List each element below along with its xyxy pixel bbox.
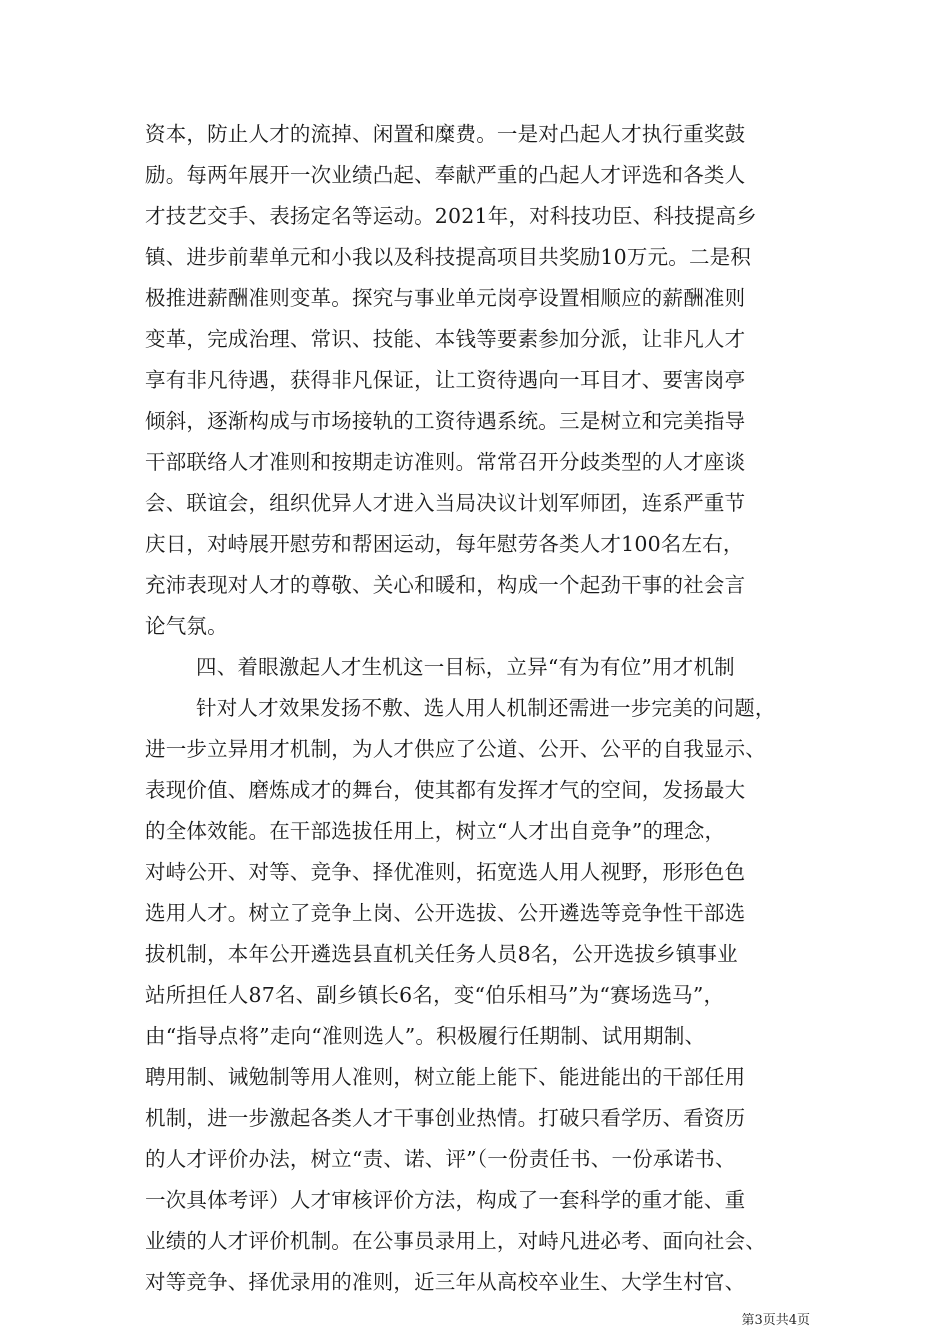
text-line: 镇、进步前辈单元和小我以及科技提高项目共奖励10万元。二是积 <box>145 245 752 269</box>
text-line: 选用人才。树立了竞争上岗、公开选拔、公开遴选等竞争性干部选 <box>145 901 746 925</box>
text-line: 表现价值、磨炼成才的舞台，使其都有发挥才气的空间，发扬最大 <box>145 778 746 802</box>
text-line: 针对人才效果发扬不敷、选人用人机制还需进一步完美的问题， <box>196 696 776 720</box>
text-line: 由“指导点将”走向“准则选人”。积极履行任期制、试用期制、 <box>145 1024 706 1048</box>
page-number: 第3页共4页 <box>741 1313 810 1328</box>
text-line: 庆日，对峙展开慰劳和帮困运动，每年慰劳各类人才100名左右， <box>145 532 744 556</box>
text-line: 对等竞争、择优录用的准则，近三年从高校卒业生、大学生村官、 <box>145 1270 746 1294</box>
text-line: 站所担任人87名、副乡镇长6名，变“伯乐相马”为“赛场选马”， <box>145 983 725 1007</box>
text-line: 资本，防止人才的流掉、闲置和糜费。一是对凸起人才执行重奖鼓 <box>145 122 746 146</box>
text-line: 的全体效能。在干部选拔任用上，树立“人才出自竞争”的理念， <box>145 819 726 843</box>
text-line: 拔机制，本年公开遴选县直机关任务人员8名，公开选拔乡镇事业 <box>145 942 738 966</box>
text-line: 才技艺交手、表扬定名等运动。2021年，对科技功臣、科技提高乡 <box>145 204 757 228</box>
text-line: 一次具体考评）人才审核评价方法，构成了一套科学的重才能、重 <box>145 1188 746 1212</box>
section-heading: 四、着眼激起人才生机这一目标，立异“有为有位”用才机制 <box>196 655 735 679</box>
text-line: 聘用制、诫勉制等用人准则，树立能上能下、能进能出的干部任用 <box>145 1065 746 1089</box>
text-line: 变革，完成治理、常识、技能、本钱等要素参加分派，让非凡人才 <box>145 327 746 351</box>
text-line: 论气氛。 <box>145 614 228 638</box>
text-line: 励。每两年展开一次业绩凸起、奉献严重的凸起人才评选和各类人 <box>145 163 746 187</box>
text-line: 会、联谊会，组织优异人才进入当局决议计划军师团，连系严重节 <box>145 491 746 515</box>
text-line: 充沛表现对人才的尊敬、关心和暖和，构成一个起劲干事的社会言 <box>145 573 746 597</box>
text-line: 极推进薪酬准则变革。探究与事业单元岗亭设置相顺应的薪酬准则 <box>145 286 746 310</box>
text-line: 机制，进一步激起各类人才干事创业热情。打破只看学历、看资历 <box>145 1106 746 1130</box>
text-line: 的人才评价办法，树立“责、诺、评”（一份责任书、一份承诺书、 <box>145 1147 736 1171</box>
text-line: 倾斜，逐渐构成与市场接轨的工资待遇系统。三是树立和完美指导 <box>145 409 746 433</box>
text-line: 进一步立异用才机制，为人才供应了公道、公开、公平的自我显示、 <box>145 737 766 761</box>
text-line: 对峙公开、对等、竞争、择优准则，拓宽选人用人视野，形形色色 <box>145 860 746 884</box>
text-line: 享有非凡待遇，获得非凡保证，让工资待遇向一耳目才、要害岗亭 <box>145 368 746 392</box>
text-line: 业绩的人才评价机制。在公事员录用上，对峙凡进必考、面向社会、 <box>145 1229 766 1253</box>
text-line: 干部联络人才准则和按期走访准则。常常召开分歧类型的人才座谈 <box>145 450 746 474</box>
